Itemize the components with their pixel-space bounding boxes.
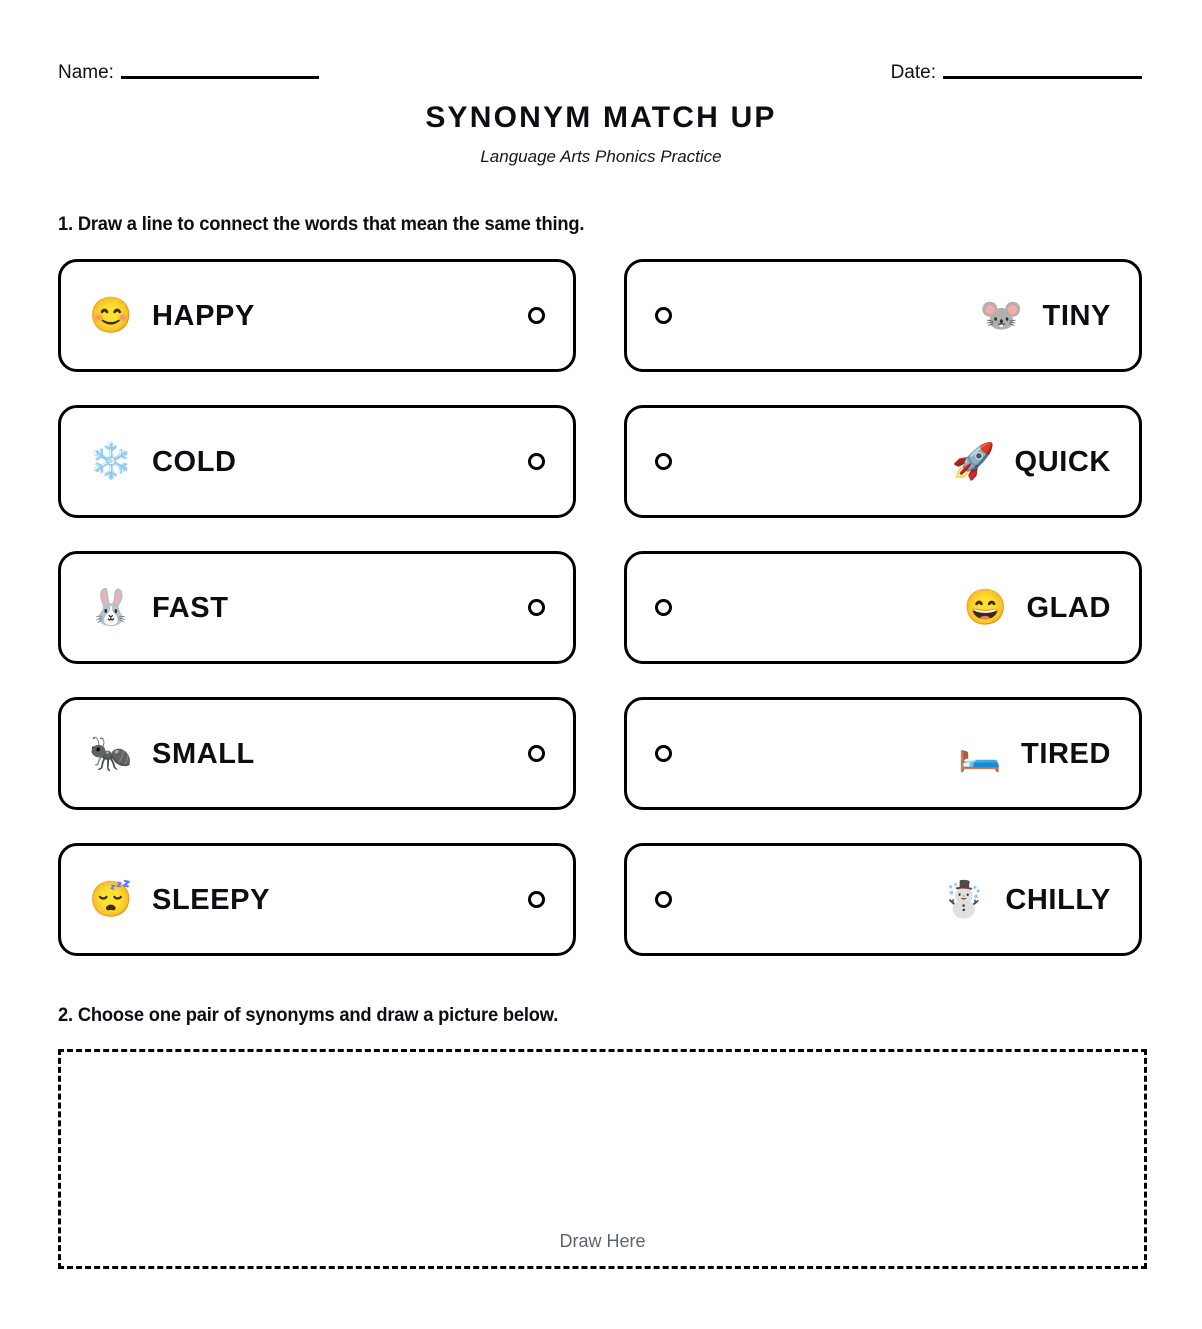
bed-emoji: 🛏️	[958, 734, 1002, 773]
card-content	[942, 882, 1111, 917]
connector-dot-right-4[interactable]	[655, 745, 672, 762]
word-card-tired[interactable]	[624, 697, 1142, 810]
instruction-step-2: 2. Choose one pair of synonyms and draw a picture below.	[58, 1004, 559, 1026]
snowman-emoji: ☃️	[942, 880, 986, 919]
rabbit-face-emoji: 🐰	[89, 588, 133, 627]
draw-area[interactable]	[58, 1049, 1147, 1269]
word-label: SMALL	[152, 737, 255, 770]
card-content	[89, 444, 237, 479]
connector-dot-right-1[interactable]	[655, 307, 672, 324]
smiling-face-with-smiling-eyes-emoji: 😊	[89, 296, 133, 335]
date-write-line[interactable]	[943, 76, 1142, 79]
mouse-face-emoji: 🐭	[979, 296, 1024, 335]
date-label: Date:	[890, 62, 936, 83]
connector-dot-left-3[interactable]	[528, 599, 545, 616]
word-card-sleepy[interactable]	[58, 843, 576, 956]
sleeping-face-emoji: 😴	[89, 880, 133, 919]
connector-dot-right-3[interactable]	[655, 599, 672, 616]
instruction-step-1: 1. Draw a line to connect the words that mean the same thing.	[58, 213, 585, 235]
word-card-happy[interactable]	[58, 259, 576, 372]
connector-dot-right-2[interactable]	[655, 453, 672, 470]
page-subtitle: Language Arts Phonics Practice	[480, 147, 722, 166]
name-write-line[interactable]	[121, 76, 319, 79]
rocket-emoji: 🚀	[951, 442, 996, 481]
draw-area-label: Draw Here	[559, 1231, 646, 1251]
card-content	[958, 736, 1111, 771]
card-content	[89, 590, 229, 625]
name-field[interactable]	[58, 62, 319, 84]
card-content	[952, 444, 1111, 479]
synonym-match-grid	[58, 259, 1142, 956]
name-label: Name:	[58, 62, 114, 83]
word-card-cold[interactable]	[58, 405, 576, 518]
title-block	[0, 100, 1202, 168]
connector-dot-left-4[interactable]	[528, 745, 545, 762]
card-content	[89, 298, 255, 333]
word-card-chilly[interactable]	[624, 843, 1142, 956]
word-label: HAPPY	[152, 299, 255, 332]
word-label: CHILLY	[1005, 883, 1111, 916]
grinning-face-with-smiling-eyes-emoji: 😄	[963, 588, 1008, 627]
word-label: COLD	[152, 445, 237, 478]
word-label: GLAD	[1026, 591, 1111, 624]
word-label: TIRED	[1021, 737, 1111, 770]
name-date-row	[58, 56, 1142, 84]
word-card-small[interactable]	[58, 697, 576, 810]
connector-dot-left-5[interactable]	[528, 891, 545, 908]
match-row	[58, 259, 1142, 372]
date-field[interactable]	[891, 62, 1142, 84]
match-row	[58, 697, 1142, 810]
connector-dot-left-1[interactable]	[528, 307, 545, 324]
word-label: QUICK	[1014, 445, 1111, 478]
match-row	[58, 551, 1142, 664]
snowflake-emoji: ❄️	[89, 442, 133, 481]
match-row	[58, 843, 1142, 956]
word-label: SLEEPY	[152, 883, 271, 916]
card-content	[89, 882, 270, 917]
word-card-glad[interactable]	[624, 551, 1142, 664]
word-card-fast[interactable]	[58, 551, 576, 664]
card-content	[963, 590, 1111, 625]
page-title: SYNONYM MATCH UP	[425, 101, 777, 134]
card-content	[89, 736, 255, 771]
word-label: TINY	[1042, 299, 1111, 332]
connector-dot-left-2[interactable]	[528, 453, 545, 470]
word-card-tiny[interactable]	[624, 259, 1142, 372]
ant-emoji: 🐜	[89, 734, 133, 773]
match-row	[58, 405, 1142, 518]
connector-dot-right-5[interactable]	[655, 891, 672, 908]
word-card-quick[interactable]	[624, 405, 1142, 518]
word-label: FAST	[152, 591, 229, 624]
card-content	[980, 298, 1111, 333]
